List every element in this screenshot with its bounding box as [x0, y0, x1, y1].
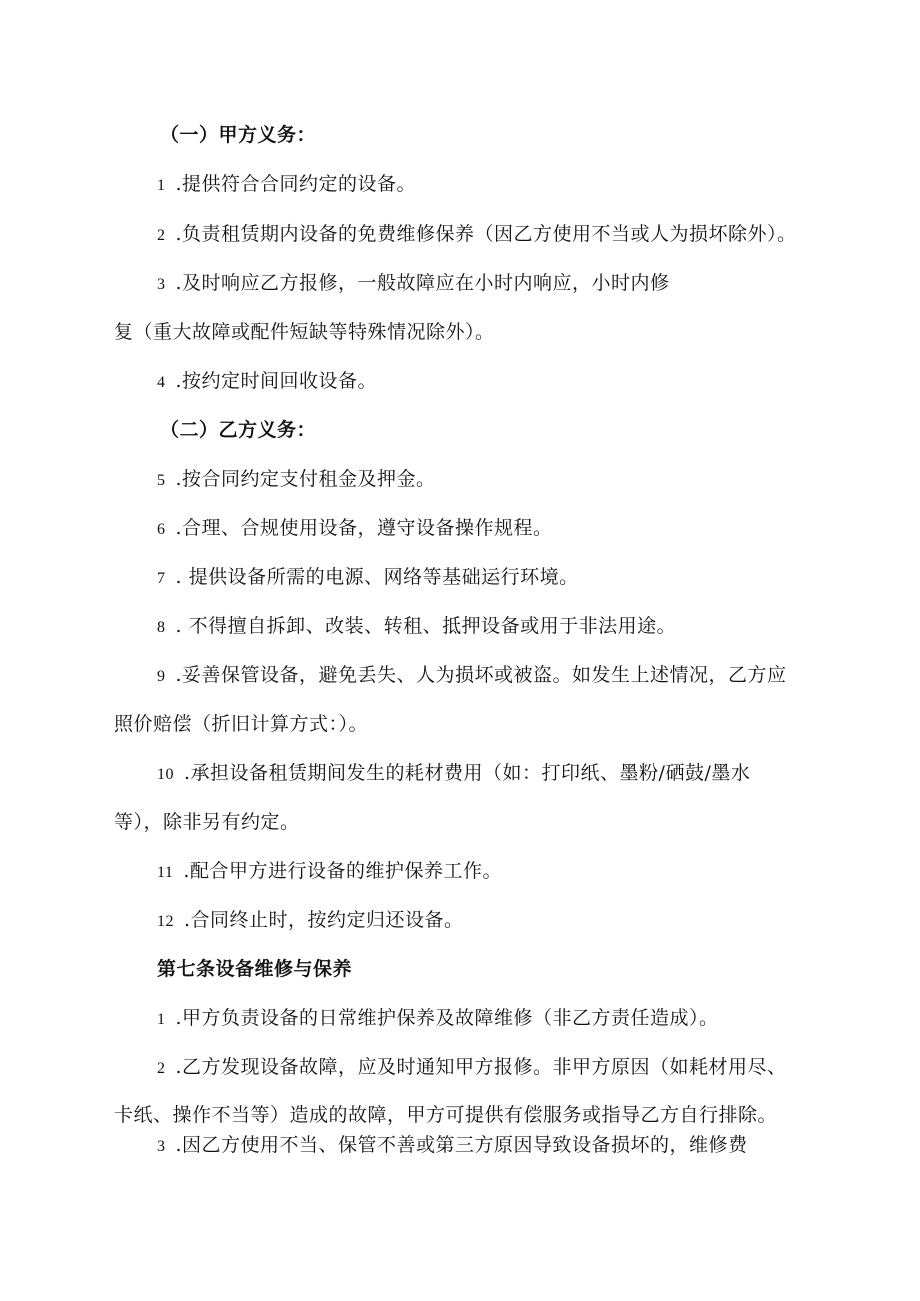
item-number: 6: [157, 521, 166, 538]
item-number: 3: [157, 276, 166, 293]
list-item: [157, 761, 750, 787]
item-number: 9: [157, 668, 166, 685]
list-item: [157, 222, 797, 248]
list-item: [157, 271, 670, 297]
item-text: .甲方负责设备的日常维护保养及故障维修（非乙方责任造成）。: [175, 1007, 719, 1029]
item-text: .合理、合规使用设备，遵守设备操作规程。: [175, 517, 553, 539]
list-item: [157, 908, 464, 934]
item-text: .合同终止时，按约定归还设备。: [184, 909, 464, 931]
article-heading: 第七条设备维修与保养: [157, 958, 353, 980]
list-item: [157, 859, 502, 885]
list-item: [157, 565, 579, 591]
list-item-continuation: 复（重大故障或配件短缺等特殊情况除外）。: [114, 321, 495, 343]
item-text: .提供符合合同约定的设备。: [175, 173, 417, 195]
item-number: 2: [157, 227, 166, 244]
item-number: 8: [157, 619, 166, 636]
list-item-continuation: 卡纸、操作不当等）造成的故障，甲方可提供有偿服务或指导乙方自行排除。: [114, 1104, 778, 1126]
list-item: [157, 1006, 719, 1032]
item-number: 11: [157, 864, 174, 881]
item-text: .乙方发现设备故障，应及时通知甲方报修。非甲方原因（如耗材用尽、: [175, 1056, 787, 1078]
list-item: [157, 614, 676, 640]
item-number: 12: [157, 913, 174, 930]
item-text: .承担设备租赁期间发生的耗材费用（如：打印纸、墨粉/硒鼓/墨水: [184, 762, 751, 784]
list-item: [157, 1055, 787, 1081]
item-text: . 提供设备所需的电源、网络等基础运行环境。: [175, 566, 579, 588]
list-item-continuation: 照价赔偿（折旧计算方式：）。: [114, 713, 369, 735]
list-item: [157, 369, 377, 395]
item-number: 10: [157, 766, 174, 783]
item-text: . 不得擅自拆卸、改装、转租、抵押设备或用于非法用途。: [175, 615, 677, 637]
item-text: .按合同约定支付租金及押金。: [175, 468, 436, 490]
item-text: .及时响应乙方报修，一般故障应在小时内响应，小时内修: [175, 272, 670, 294]
item-text: .配合甲方进行设备的维护保养工作。: [183, 860, 502, 882]
item-number: 5: [157, 472, 166, 489]
item-number: 4: [157, 374, 166, 391]
item-text: .因乙方使用不当、保管不善或第三方原因导致设备损坏的，维修费: [175, 1134, 748, 1156]
item-text: .负责租赁期内设备的免费维修保养（因乙方使用不当或人为损坏除外）。: [175, 223, 797, 245]
item-number: 1: [157, 177, 166, 194]
item-number: 3: [157, 1138, 166, 1155]
list-item: [157, 172, 416, 198]
section-heading-party-b: （二）乙方义务：: [160, 419, 317, 441]
item-number: 7: [157, 570, 166, 587]
list-item: [157, 1133, 748, 1159]
item-text: .妥善保管设备，避免丢失、人为损坏或被盗。如发生上述情况，乙方应: [175, 664, 787, 686]
list-item: [157, 663, 787, 689]
section-heading-party-a: （一）甲方义务：: [160, 124, 317, 146]
list-item: [157, 467, 436, 493]
item-number: 2: [157, 1060, 166, 1077]
list-item: [157, 516, 553, 542]
item-text: .按约定时间回收设备。: [175, 370, 378, 392]
item-number: 1: [157, 1011, 166, 1028]
list-item-continuation: 等），除非另有约定。: [114, 811, 300, 833]
